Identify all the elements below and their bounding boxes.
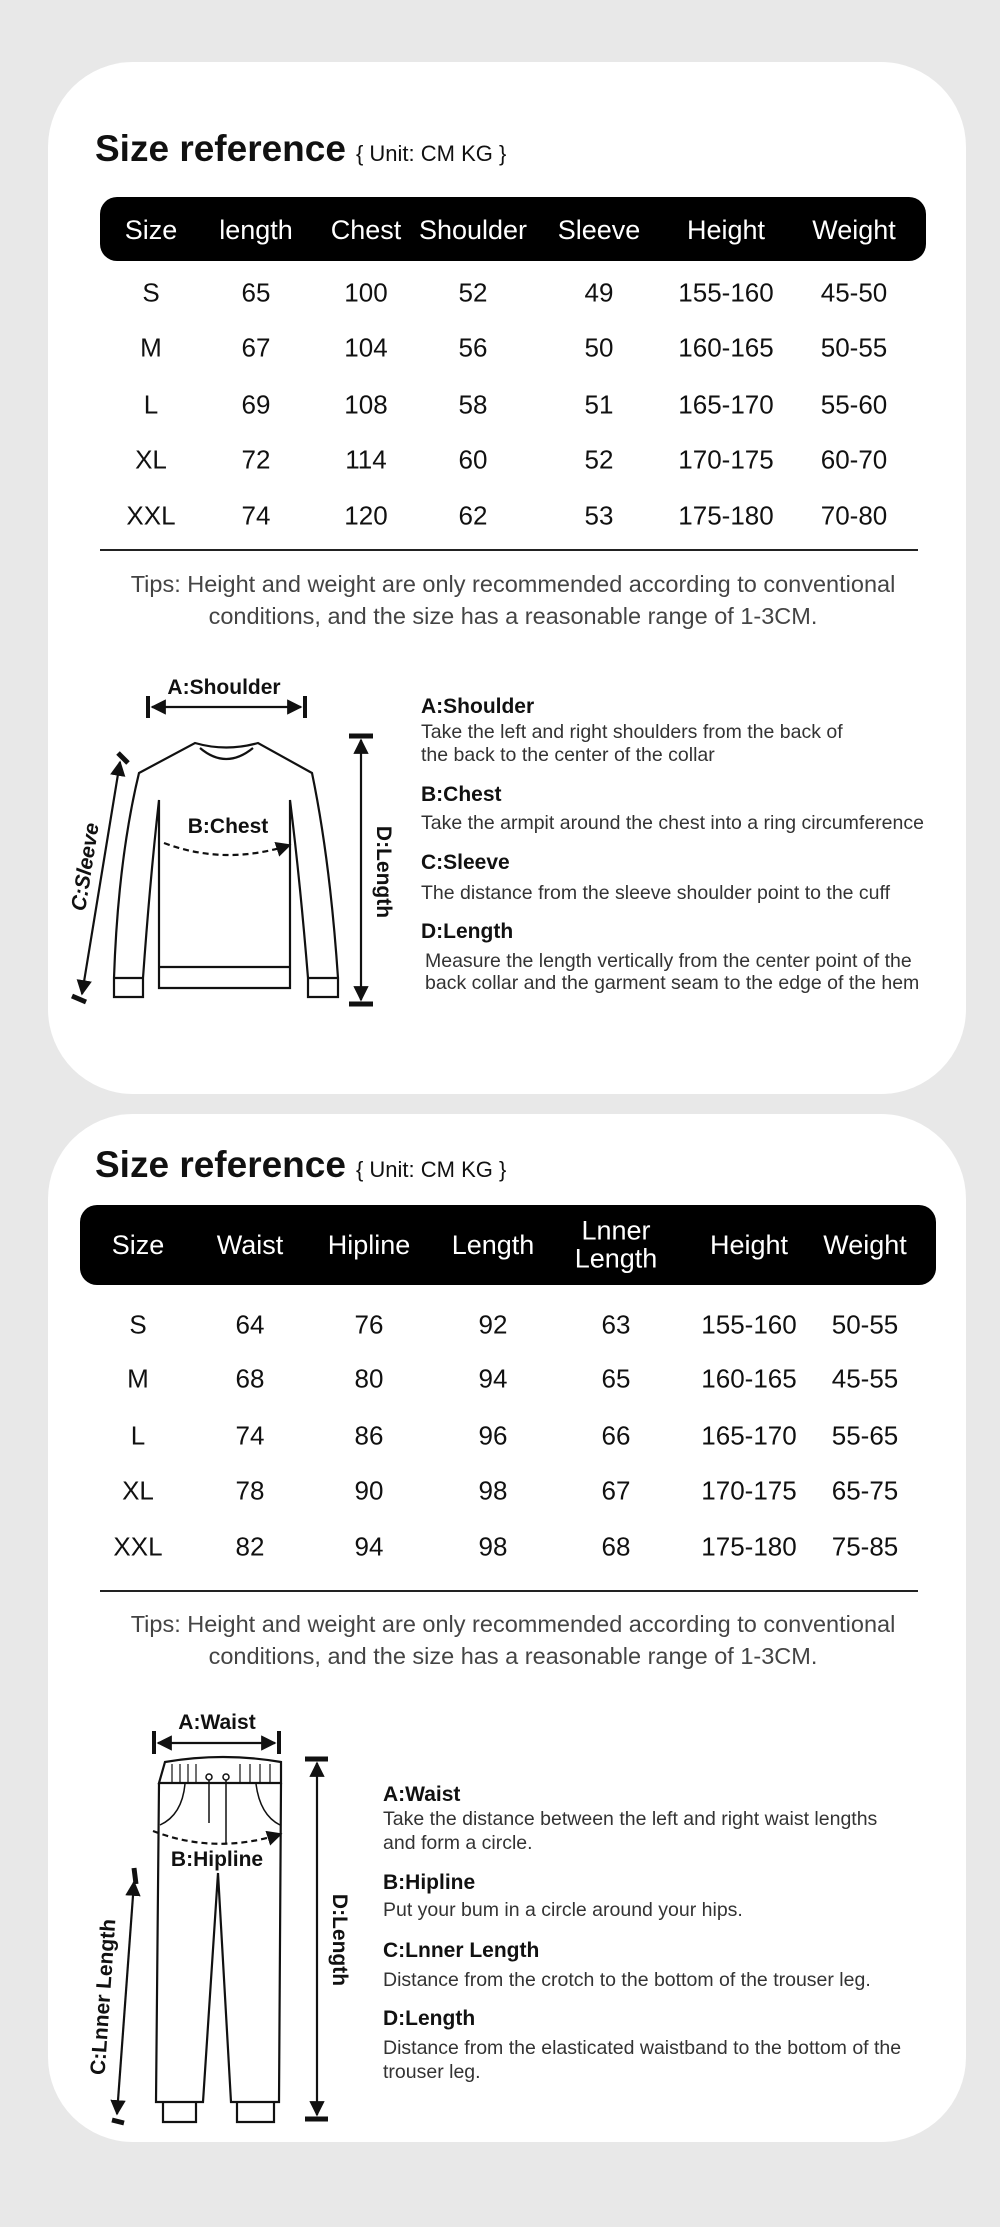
table-cell: 170-175 bbox=[678, 444, 774, 475]
size-cell: M bbox=[127, 1363, 149, 1394]
table-cell: 58 bbox=[458, 389, 488, 420]
table-cell: 50-55 bbox=[820, 332, 888, 363]
size-cell: XXL bbox=[126, 500, 176, 531]
table-cell: 86 bbox=[354, 1420, 384, 1451]
table-cell: 55-60 bbox=[820, 389, 888, 420]
table-cell: 66 bbox=[601, 1420, 631, 1451]
bottom-tips bbox=[100, 1608, 926, 1672]
table-cell: 67 bbox=[241, 332, 271, 363]
table-cell: 72 bbox=[241, 444, 271, 475]
note-description: Distance from the elasticated waistband to the bottom of the bbox=[383, 2037, 902, 2059]
table-header-cell: length bbox=[219, 214, 293, 245]
table-cell: 64 bbox=[235, 1309, 265, 1340]
size-cell: L bbox=[143, 389, 159, 420]
table-cell: 51 bbox=[584, 389, 614, 420]
table-cell: 94 bbox=[478, 1363, 508, 1394]
note-description: Take the armpit around the chest into a ring circumference bbox=[421, 812, 924, 834]
table-cell: 76 bbox=[354, 1309, 384, 1340]
table-header-cell: Height bbox=[709, 1229, 789, 1260]
shoulder-label: A:Shoulder bbox=[167, 676, 281, 699]
table-header-cell: Weight bbox=[812, 214, 896, 245]
note-description: The distance from the sleeve shoulder point to the cuff bbox=[421, 882, 890, 904]
table-cell: 68 bbox=[235, 1363, 265, 1394]
table-cell: 98 bbox=[478, 1475, 508, 1506]
table-cell: 60 bbox=[458, 444, 488, 475]
note-heading: D:Length bbox=[383, 2007, 476, 2030]
table-header-cell: Lnner Length bbox=[574, 1215, 658, 1274]
table-cell: 67 bbox=[601, 1475, 631, 1506]
note-description: Take the left and right shoulders from the back of bbox=[421, 721, 843, 743]
table-cell: 98 bbox=[478, 1531, 508, 1562]
note-heading: A:Shoulder bbox=[421, 695, 535, 718]
table-cell: 155-160 bbox=[701, 1309, 797, 1340]
table-cell: 170-175 bbox=[701, 1475, 797, 1506]
table-cell: 90 bbox=[354, 1475, 384, 1506]
table-header-cell: Size bbox=[124, 214, 178, 245]
hipline-label: B:Hipline bbox=[170, 1848, 264, 1871]
table-cell: 92 bbox=[478, 1309, 508, 1340]
table-cell: 65 bbox=[241, 277, 271, 308]
sleeve-label: C:Sleeve bbox=[67, 821, 104, 913]
table-header-cell: Length bbox=[451, 1229, 535, 1260]
unit-text: { Unit: CM KG } bbox=[355, 1157, 507, 1182]
table-cell: 120 bbox=[344, 500, 388, 531]
note-description: Distance from the crotch to the bottom of the trouser leg. bbox=[383, 1969, 871, 1991]
table-cell: 74 bbox=[241, 500, 271, 531]
table-cell: 55-65 bbox=[831, 1420, 899, 1451]
table-cell: 94 bbox=[354, 1531, 384, 1562]
length-label: D:Length bbox=[328, 1893, 351, 1987]
note-heading: B:Chest bbox=[421, 783, 502, 806]
tips-line: Tips: Height and weight are only recommended according to conventional bbox=[130, 1611, 896, 1637]
table-header-cell: Height bbox=[686, 214, 766, 245]
note-heading: C:Sleeve bbox=[421, 851, 510, 874]
note-description: the back to the center of the collar bbox=[421, 744, 715, 766]
table-cell: 165-170 bbox=[701, 1420, 797, 1451]
note-heading: A:Waist bbox=[383, 1783, 461, 1806]
table-cell: 52 bbox=[458, 277, 488, 308]
note-description: back collar and the garment seam to the edge of the hem bbox=[425, 972, 920, 994]
note-heading: B:Hipline bbox=[383, 1871, 476, 1894]
table-cell: 165-170 bbox=[678, 389, 774, 420]
note-description: trouser leg. bbox=[383, 2061, 481, 2083]
table-cell: 52 bbox=[584, 444, 614, 475]
size-cell: XL bbox=[135, 444, 167, 475]
table-header-cell: Chest bbox=[330, 214, 402, 245]
table-cell: 56 bbox=[458, 332, 488, 363]
chest-label: B:Chest bbox=[187, 815, 269, 838]
table-header-cell: Waist bbox=[216, 1229, 284, 1260]
tips-line: Tips: Height and weight are only recommended according to conventional bbox=[130, 571, 896, 597]
table-cell: 63 bbox=[601, 1309, 631, 1340]
table-header-cell: Weight bbox=[823, 1229, 907, 1260]
table-cell: 100 bbox=[344, 277, 388, 308]
table-cell: 50-55 bbox=[831, 1309, 899, 1340]
table-cell: 62 bbox=[458, 500, 488, 531]
table-cell: 60-70 bbox=[820, 444, 888, 475]
table-cell: 45-50 bbox=[820, 277, 888, 308]
size-cell: S bbox=[142, 277, 160, 308]
size-cell: S bbox=[129, 1309, 147, 1340]
table-header-cell: Shoulder bbox=[418, 214, 528, 245]
table-cell: 74 bbox=[235, 1420, 265, 1451]
table-header-cell: Size bbox=[111, 1229, 165, 1260]
table-cell: 65-75 bbox=[831, 1475, 899, 1506]
table-cell: 53 bbox=[584, 500, 614, 531]
unit-text: { Unit: CM KG } bbox=[355, 141, 507, 166]
table-cell: 175-180 bbox=[678, 500, 774, 531]
note-description: Measure the length vertically from the center point of the bbox=[425, 950, 912, 972]
table-cell: 114 bbox=[345, 444, 387, 475]
size-cell: M bbox=[140, 332, 162, 363]
table-cell: 175-180 bbox=[701, 1531, 797, 1562]
table-cell: 65 bbox=[601, 1363, 631, 1394]
table-cell: 50 bbox=[584, 332, 614, 363]
size-cell: XL bbox=[122, 1475, 154, 1506]
table-cell: 45-55 bbox=[831, 1363, 899, 1394]
waist-label: A:Waist bbox=[178, 1711, 256, 1734]
title-text: Size reference bbox=[95, 128, 346, 169]
note-description: Take the distance between the left and right waist lengths bbox=[383, 1808, 878, 1830]
note-description: and form a circle. bbox=[383, 1832, 533, 1854]
table-cell: 75-85 bbox=[831, 1531, 899, 1562]
size-cell: XXL bbox=[113, 1531, 163, 1562]
table-cell: 96 bbox=[478, 1420, 508, 1451]
bottom-title bbox=[95, 1144, 506, 1186]
table-cell: 82 bbox=[235, 1531, 265, 1562]
table-cell: 160-165 bbox=[678, 332, 774, 363]
table-cell: 69 bbox=[241, 389, 271, 420]
table-cell: 80 bbox=[354, 1363, 384, 1394]
table-cell: 160-165 bbox=[701, 1363, 797, 1394]
table-cell: 108 bbox=[344, 389, 388, 420]
inner-length-label: C:Lnner Length bbox=[86, 1918, 121, 2076]
divider bbox=[100, 1590, 918, 1592]
table-header-cell: Sleeve bbox=[557, 214, 641, 245]
length-label: D:Length bbox=[372, 825, 395, 919]
note-heading: C:Lnner Length bbox=[383, 1939, 540, 1962]
tips-line: conditions, and the size has a reasonable range of 1-3CM. bbox=[208, 1643, 818, 1669]
size-cell: L bbox=[130, 1420, 146, 1451]
table-cell: 155-160 bbox=[678, 277, 774, 308]
table-cell: 104 bbox=[344, 332, 388, 363]
tips-line: conditions, and the size has a reasonable range of 1-3CM. bbox=[208, 603, 818, 629]
table-header-cell: Hipline bbox=[327, 1229, 411, 1260]
title-text: Size reference bbox=[95, 1144, 346, 1185]
table-cell: 68 bbox=[601, 1531, 631, 1562]
note-heading: D:Length bbox=[421, 920, 514, 943]
table-cell: 70-80 bbox=[820, 500, 888, 531]
table-cell: 49 bbox=[584, 277, 614, 308]
table-cell: 78 bbox=[235, 1475, 265, 1506]
note-description: Put your bum in a circle around your hips. bbox=[383, 1899, 743, 1921]
